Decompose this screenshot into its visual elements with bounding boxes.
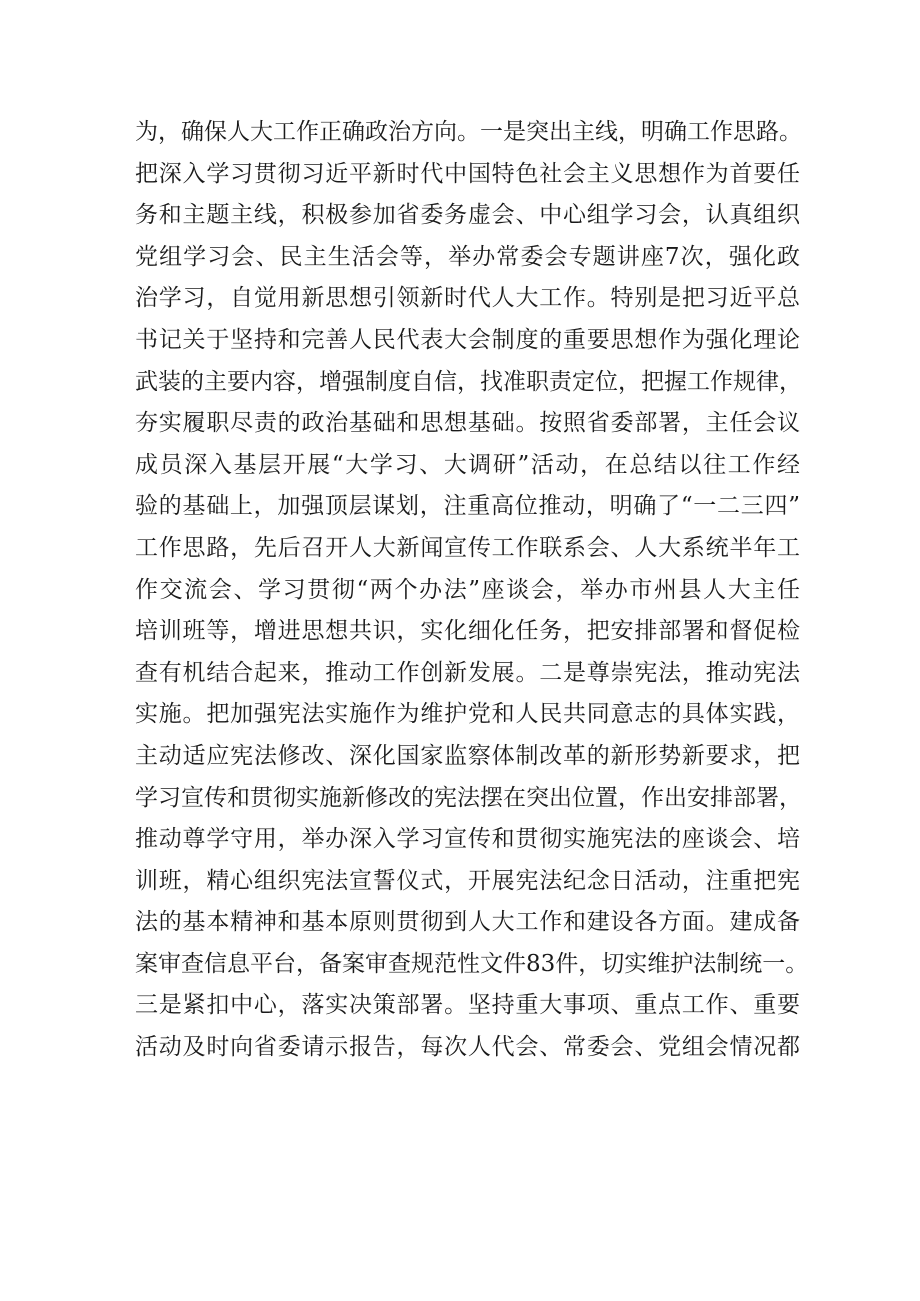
text-line: 验的基础上，加强顶层谋划，注重高位推动，明确了“一二三四”	[135, 493, 800, 520]
text-line: 实施。把加强宪法实施作为维护党和人民共同意志的具体实践，	[135, 701, 800, 728]
text-line: 法的基本精神和基本原则贯彻到人大工作和建设各方面。建成备	[135, 909, 800, 936]
text-line: 活动及时向省委请示报告，每次人代会、常委会、党组会情况都	[135, 1034, 800, 1061]
text-line: 推动尊学守用，举办深入学习宣传和贯彻实施宪法的座谈会、培	[135, 826, 800, 853]
text-line: 务和主题主线，积极参加省委务虚会、中心组学习会，认真组织	[135, 202, 800, 229]
text-line: 培训班等，增进思想共识，实化细化任务，把安排部署和督促检	[135, 618, 800, 645]
text-line: 作交流会、学习贯彻“两个办法”座谈会，举办市州县人大主任	[135, 576, 800, 603]
text-line: 书记关于坚持和完善人民代表大会制度的重要思想作为强化理论	[135, 326, 800, 353]
body-paragraph	[135, 112, 809, 1069]
text-line: 学习宣传和贯彻实施新修改的宪法摆在突出位置，作出安排部署，	[135, 784, 802, 811]
text-line: 主动适应宪法修改、深化国家监察体制改革的新形势新要求，把	[135, 742, 800, 769]
text-line: 治学习，自觉用新思想引领新时代人大工作。特别是把习近平总	[135, 285, 800, 312]
text-line: 三是紧扣中心，落实决策部署。坚持重大事项、重点工作、重要	[135, 992, 800, 1019]
text-line: 工作思路，先后召开人大新闻宣传工作联系会、人大系统半年工	[135, 534, 800, 561]
text-line: 案审查信息平台，备案审查规范性文件83件，切实维护法制统一。	[135, 950, 809, 977]
text-line: 党组学习会、民主生活会等，举办常委会专题讲座7次，强化政	[135, 243, 800, 270]
text-line: 训班，精心组织宪法宣誓仪式，开展宪法纪念日活动，注重把宪	[135, 867, 800, 894]
text-line: 查有机结合起来，推动工作创新发展。二是尊崇宪法，推动宪法	[135, 659, 800, 686]
text-line: 为，确保人大工作正确政治方向。一是突出主线，明确工作思路。	[135, 119, 802, 145]
text-line: 夯实履职尽责的政治基础和思想基础。按照省委部署，主任会议	[135, 410, 800, 437]
text-line: 成员深入基层开展“大学习、大调研”活动，在总结以往工作经	[135, 451, 800, 478]
text-line: 武装的主要内容，增强制度自信，找准职责定位，把握工作规律，	[135, 368, 802, 395]
text-line: 把深入学习贯彻习近平新时代中国特色社会主义思想作为首要任	[135, 160, 800, 187]
